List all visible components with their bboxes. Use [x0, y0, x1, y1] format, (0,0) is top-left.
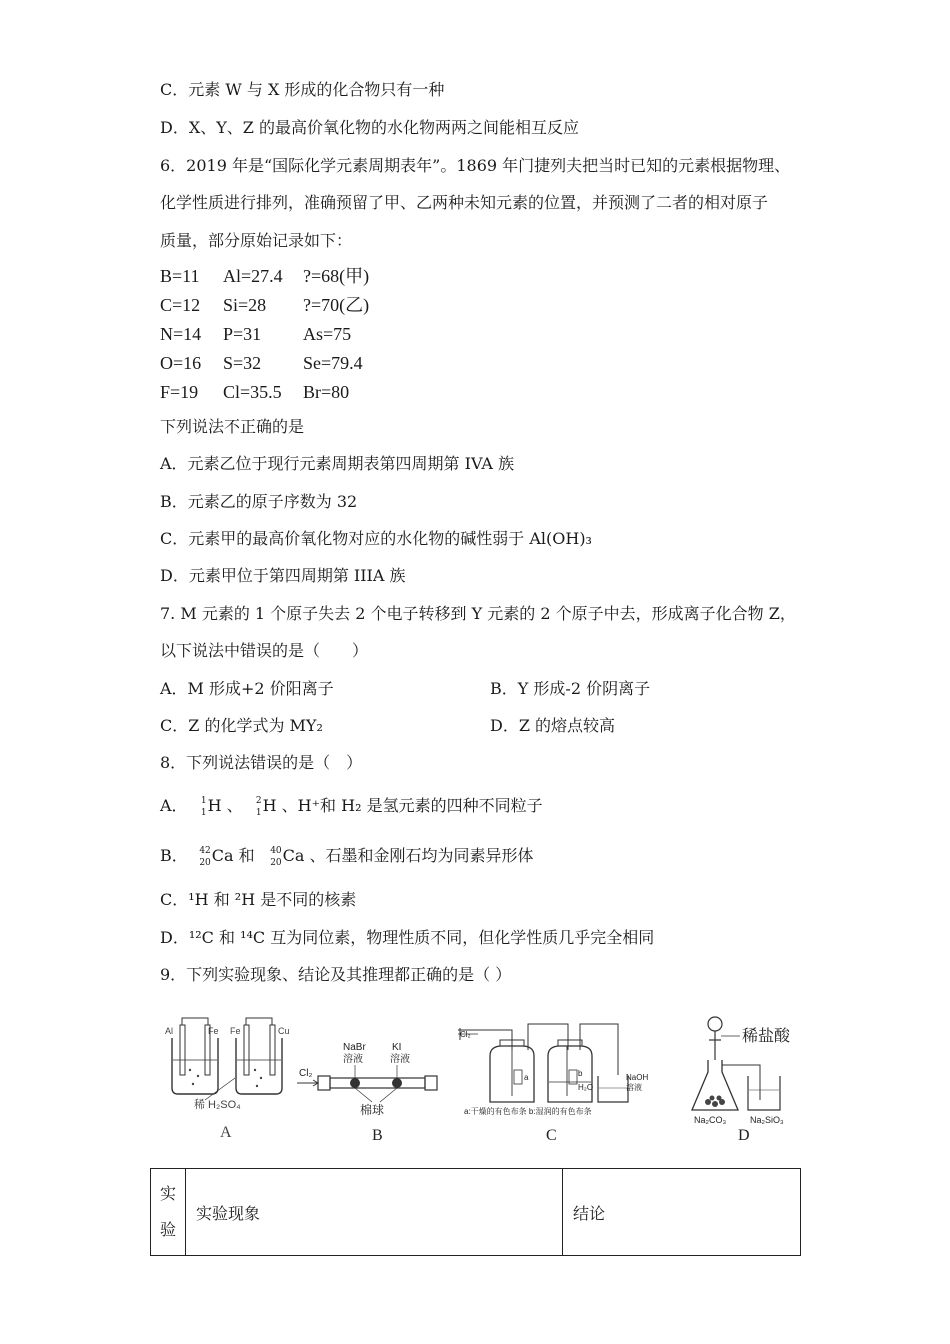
record-row [160, 352, 363, 374]
nuclide-h1: 1 1 [200, 795, 207, 818]
q8-option-c: C．¹H 和 ²H 是不同的核素 [160, 890, 357, 909]
fig-b-ki-solution-label: 溶液 [390, 1054, 410, 1065]
q7-option-d: D．Z 的熔点较高 [490, 716, 616, 735]
q6-option-b: B．元素乙的原子序数为 32 [160, 492, 358, 511]
fig-d-acid-label: 稀盐酸 [742, 1028, 791, 1045]
figure-a [165, 1018, 290, 1141]
record-cell: O=16 [160, 353, 202, 373]
col-experiment-char1: 实 [159, 1184, 176, 1203]
figure-b [297, 1042, 437, 1144]
nuclide-h2: 2 1 [255, 795, 262, 818]
option-text: H 、H⁺和 H₂ 是氢元素的四种不同粒子 [262, 796, 543, 815]
option-text: H 、 [207, 796, 243, 815]
fig-a-cu-label: Cu [278, 1026, 290, 1036]
figure-c [458, 1024, 648, 1144]
fig-c-caption: a:干燥的有色布条 b:湿润的有色布条 [464, 1107, 592, 1116]
record-cell: F=19 [160, 382, 199, 402]
q6-option-d: D．元素甲位于第四周期第 IIIA 族 [160, 566, 406, 585]
record-cell: N=14 [160, 324, 202, 344]
fig-c-naoh-solution-label: 溶液 [626, 1083, 642, 1092]
q7-option-c: C．Z 的化学式为 MY₂ [160, 716, 323, 735]
record-row [160, 381, 349, 403]
record-cell: P=31 [223, 324, 262, 344]
table-header-row [151, 1169, 801, 1256]
q6-question: 下列说法不正确的是 [160, 417, 305, 436]
answer-table [150, 1168, 801, 1256]
q6-option-a: A．元素乙位于现行元素周期表第四周期第 IVA 族 [160, 454, 515, 473]
record-cell: S=32 [223, 353, 262, 373]
record-cell: B=11 [160, 266, 200, 286]
fig-c-b-label: b [578, 1069, 583, 1078]
record-cell: As=75 [303, 324, 352, 344]
fig-b-cotton-label: 棉球 [360, 1103, 385, 1117]
q5-option-c: C．元素 W 与 X 形成的化合物只有一种 [160, 80, 445, 99]
record-row [160, 294, 369, 316]
col-conclusion: 结论 [563, 1169, 801, 1256]
fig-d-na2sio3-label: Na₂SiO₃ [750, 1115, 784, 1125]
fig-d-na2co3-label: Na₂CO₃ [694, 1115, 727, 1125]
record-cell: ?=68(甲) [303, 266, 370, 286]
fig-b-ki-label: KI [392, 1042, 402, 1053]
q7-stem-line1: 7. M 元素的 1 个原子失去 2 个电子转移到 Y 元素的 2 个原子中去，形成离子化合物 Z， [160, 604, 796, 623]
option-text: Ca 和 [211, 846, 255, 865]
q7-stem-line2: 以下说法中错误的是（ ） [160, 641, 369, 660]
fig-c-a-label: a [524, 1073, 529, 1082]
fig-a-acid-label: 稀 H₂SO₄ [194, 1099, 241, 1111]
fig-b-label: B [372, 1127, 383, 1144]
q6-stem-line2: 化学性质进行排列，准确预留了甲、乙两种未知元素的位置，并预测了二者的相对原子 [160, 193, 769, 212]
record-cell: Al=27.4 [223, 266, 283, 286]
col-experiment-char2: 验 [159, 1220, 176, 1239]
fig-a-fe-label: Fe [208, 1026, 219, 1036]
option-label: B． [160, 846, 188, 865]
q6-stem-line1: 6．2019 年是“国际化学元素周期表年”。1869 年门捷列夫把当时已知的元素根据物理、 [160, 156, 791, 175]
fig-a-label: A [220, 1124, 232, 1141]
q5-option-d: D．X、Y、Z 的最高价氧化物的水化物两两之间能相互反应 [160, 118, 579, 137]
fig-b-cl2-label: Cl₂ [299, 1068, 313, 1079]
q8-stem: 8．下列说法错误的是（ ） [160, 753, 363, 772]
nuclide-ca40: 40 20 [270, 845, 282, 868]
record-row [160, 323, 351, 345]
figure-d [692, 1017, 791, 1144]
col-phenomenon: 实验现象 [186, 1169, 563, 1256]
record-row [160, 265, 369, 287]
q8-option-a [160, 795, 543, 818]
q7-option-b: B．Y 形成-2 价阴离子 [490, 679, 651, 698]
apparatus-figures [160, 1010, 820, 1150]
fig-b-nabr-solution-label: 溶液 [343, 1054, 363, 1065]
fig-a-fe2-label: Fe [230, 1026, 241, 1036]
q8-option-d: D．¹²C 和 ¹⁴C 互为同位素，物理性质不同，但化学性质几乎完全相同 [160, 928, 655, 947]
fig-c-naoh-label: NaOH [626, 1073, 649, 1082]
fig-c-cl2-label: Cl₂ [460, 1030, 471, 1039]
col-experiment [151, 1169, 186, 1256]
fig-d-label: D [738, 1127, 750, 1144]
fig-b-nabr-label: NaBr [343, 1042, 366, 1053]
record-cell: C=12 [160, 295, 201, 315]
record-cell: Se=79.4 [303, 353, 363, 373]
fig-c-water-label: H₂O [578, 1083, 594, 1092]
record-cell: Br=80 [303, 382, 350, 402]
option-text: Ca 、石墨和金刚石均为同素异形体 [282, 846, 534, 865]
record-cell: Cl=35.5 [223, 382, 282, 402]
nuclide-ca42: 42 20 [199, 845, 211, 868]
record-cell: Si=28 [223, 295, 267, 315]
q6-option-c: C．元素甲的最高价氧化物对应的水化物的碱性弱于 Al(OH)₃ [160, 529, 592, 548]
q7-option-a: A．M 形成+2 价阳离子 [160, 679, 334, 698]
record-cell: ?=70(乙) [303, 295, 370, 315]
q9-stem: 9．下列实验现象、结论及其推理都正确的是（ ） [160, 965, 512, 984]
option-label: A． [160, 796, 188, 815]
fig-c-label: C [546, 1127, 557, 1144]
fig-a-al-label: Al [165, 1026, 174, 1036]
q8-option-b [160, 845, 534, 868]
q6-stem-line3: 质量，部分原始记录如下： [160, 231, 353, 250]
